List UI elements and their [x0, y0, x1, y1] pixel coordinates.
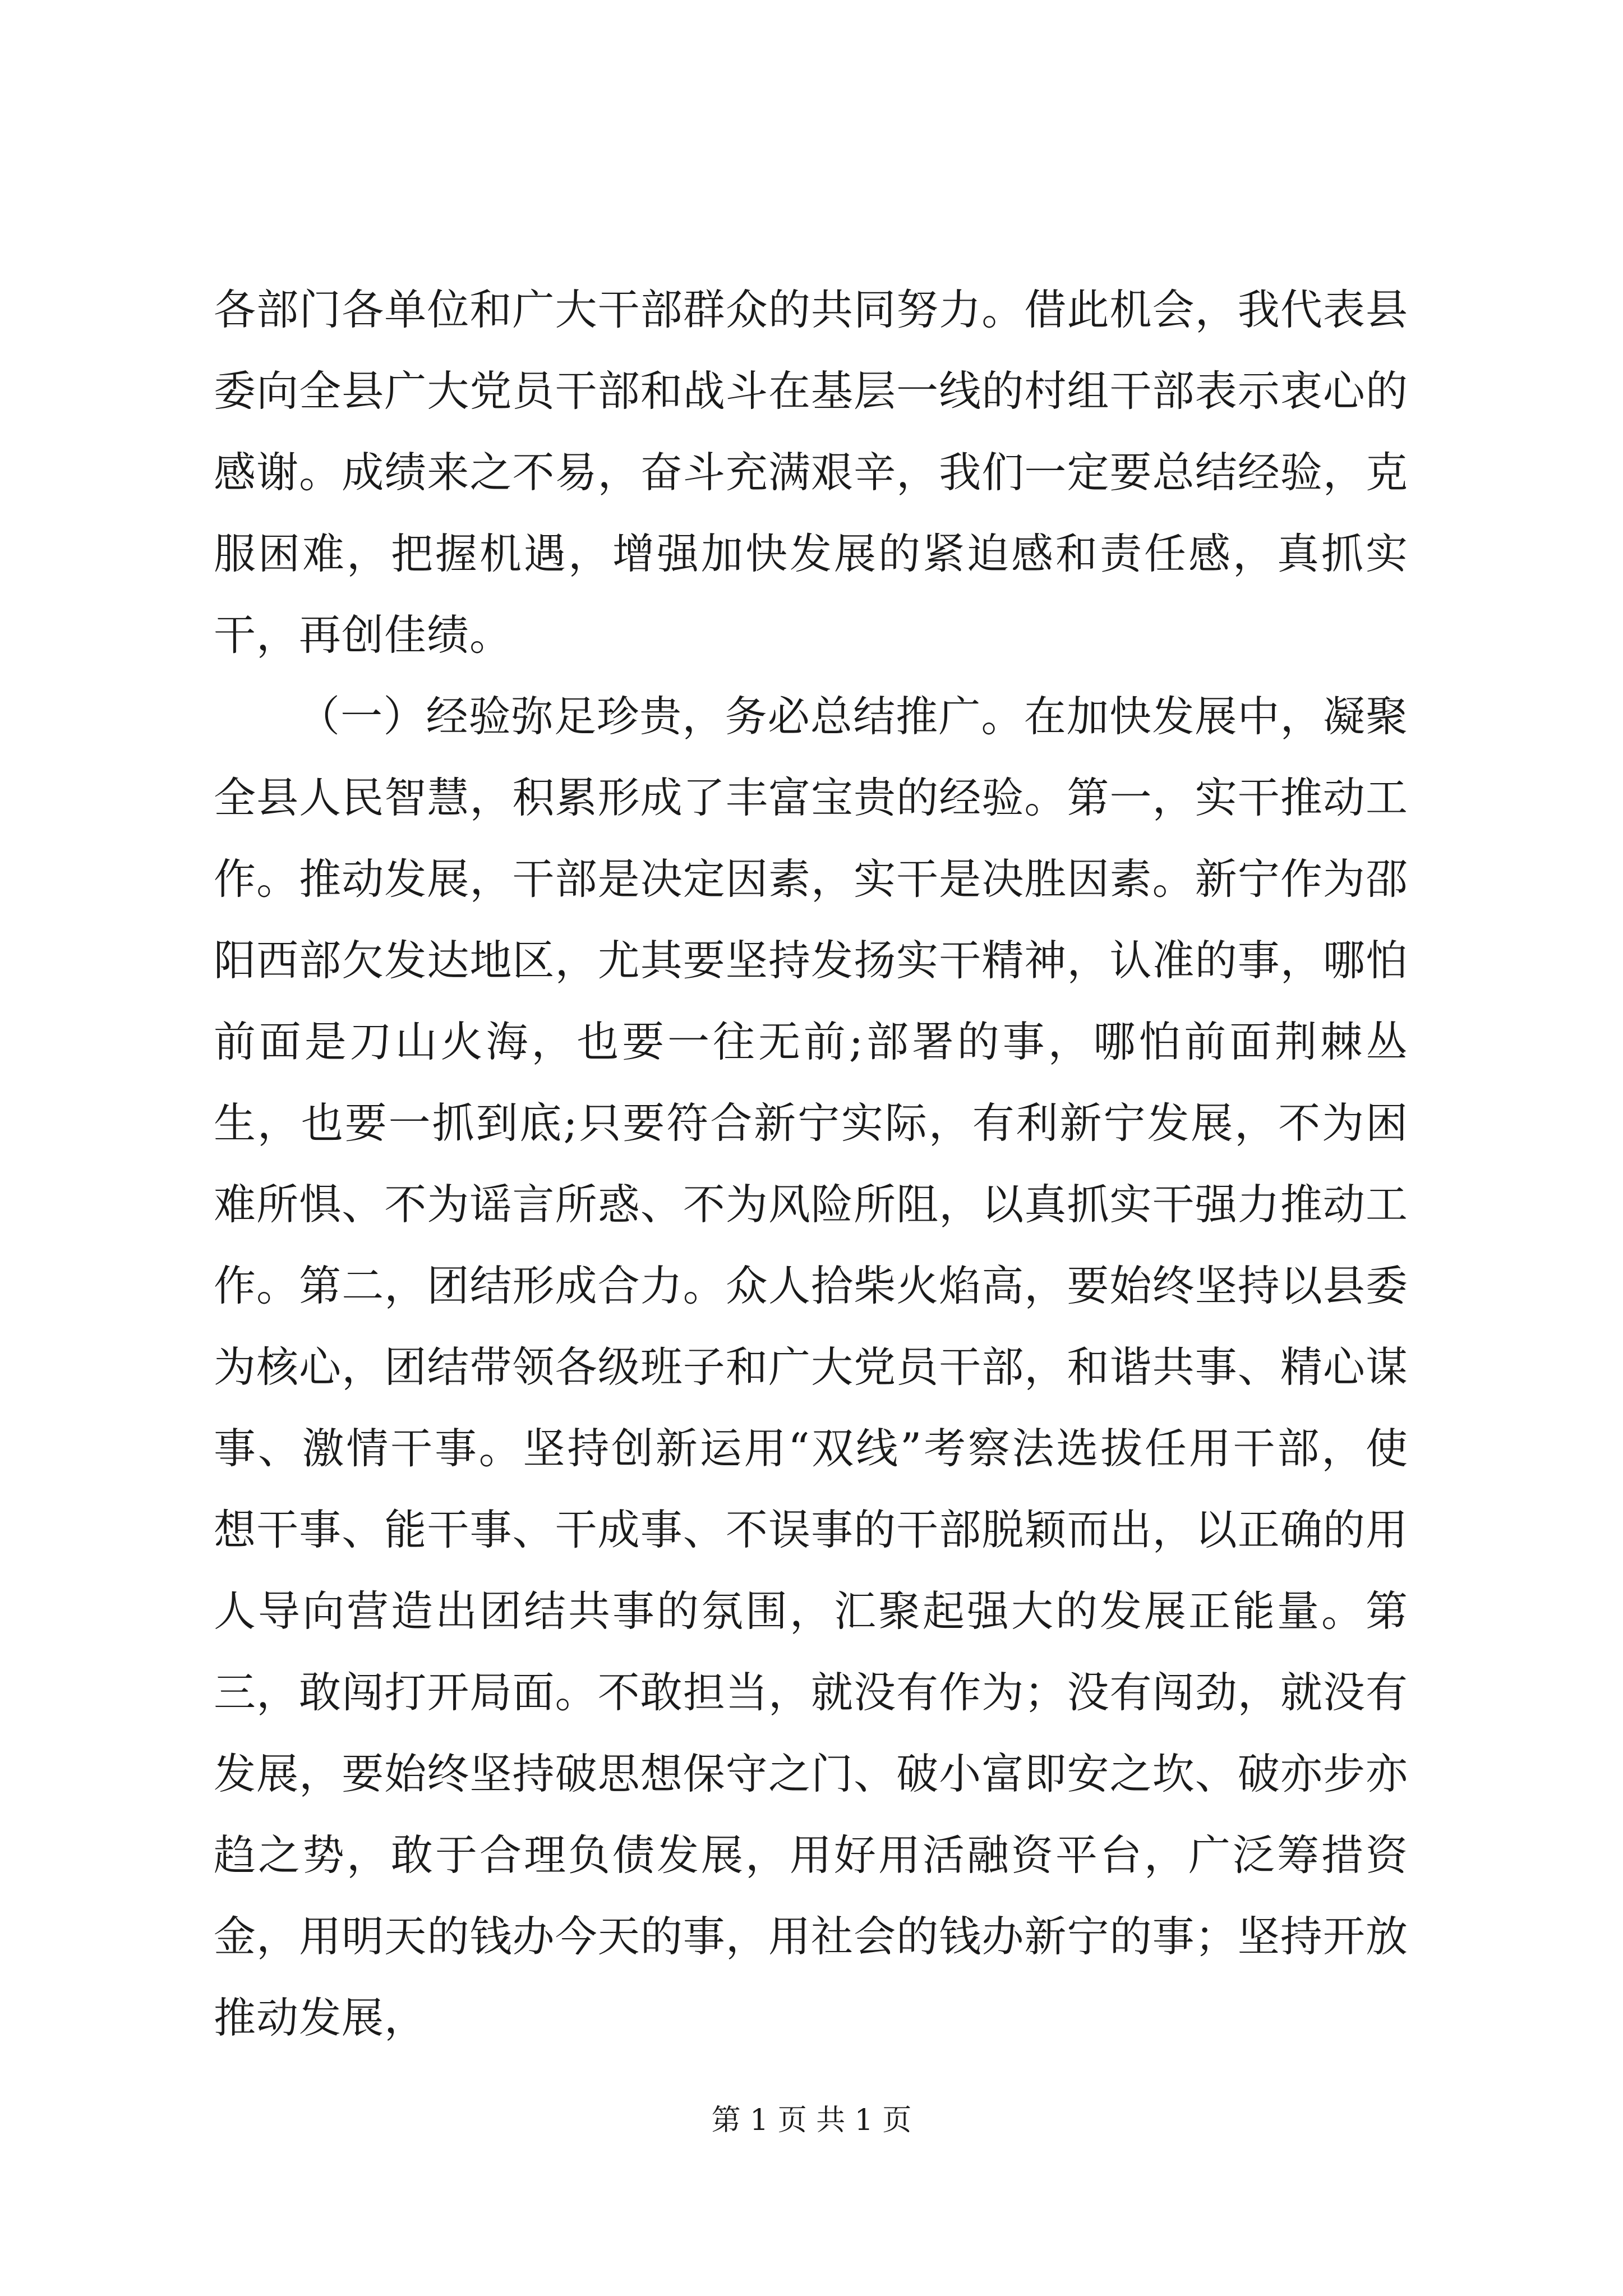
paragraph-1: 各部门各单位和广大干部群众的共同努力。借此机会，我代表县委向全县广大党员干部和战斗在基层一线的村组干部表示衷心的感谢。成绩来之不易，奋斗充满艰辛，我们一定要总结经验，克服困难，把握机遇，增强加快发展的紧迫感和责任感，真抓实干，再创佳绩。: [214, 285, 1408, 660]
page-footer: 第 1 页 共 1 页: [711, 2104, 912, 2137]
body-text: [214, 269, 1408, 2059]
paragraph-2: （一）经验弥足珍贵，务必总结推广。在加快发展中，凝聚全县人民智慧，积累形成了丰富宝贵的经验。第一，实干推动工作。推动发展，干部是决定因素，实干是决胜因素。新宁作为邵阳西部欠发达地区，尤其要坚持发扬实干精神，认准的事，哪怕前面是刀山火海，也要一往无前;部署的事，哪怕前面荆棘丛生，也要一抓到底;只要符合新宁实际，有利新宁发展，不为困难所惧、不为谣言所惑、不为风险所阻，以真抓实干强力推动工作。第二，团结形成合力。众人拾柴火焰高，要始终坚持以县委为核心，团结带领各级班子和广大党员干部，和谐共事、精心谋事、激情干事。坚持创新运用“双线”考察法选拔任用干部，使想干事、能干事、干成事、不误事的干部脱颖而出，以正确的用人导向营造出团结共事的氛围，汇聚起强大的发展正能量。第三，敢闯打开局面。不敢担当，就没有作为；没有闯劲，就没有发展，要始终坚持破思想保守之门、破小富即安之坎、破亦步亦趋之势，敢于合理负债发展，用好用活融资平台，广泛筹措资金，用明天的钱办今天的事，用社会的钱办新宁的事；坚持开放推动发展，: [214, 692, 1408, 2042]
